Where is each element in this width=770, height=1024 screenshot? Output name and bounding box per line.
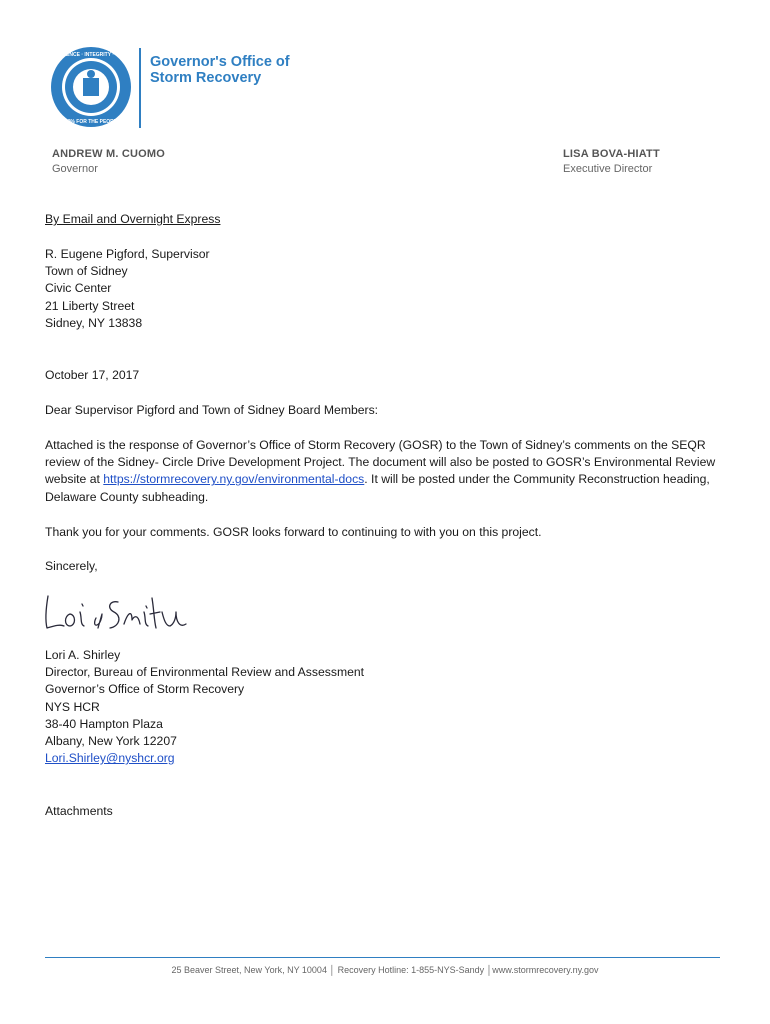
delivery-method: By Email and Overnight Express (45, 212, 221, 226)
handwritten-signature (42, 588, 202, 636)
recipient-line: Sidney, NY 13838 (45, 315, 143, 330)
recipient-line: Town of Sidney (45, 264, 128, 279)
office-name (150, 54, 290, 86)
governor-block (52, 147, 165, 177)
salutation: Dear Supervisor Pigford and Town of Sidney Board Members: (45, 403, 379, 417)
svg-text:RESILIENCE · INTEGRITY · TRUST: RESILIENCE · INTEGRITY · TRUST (50, 52, 132, 58)
recipient-address (45, 246, 210, 332)
signer-block (45, 647, 364, 767)
signer-line: Albany, New York 12207 (45, 734, 177, 749)
signer-line: Lori A. Shirley (45, 648, 121, 662)
governor-title: Governor (52, 163, 98, 175)
signer-line: Director, Bureau of Environmental Review and Assessment (45, 665, 365, 680)
recipient-line: R. Eugene Pigford, Supervisor (45, 247, 210, 261)
recipient-line: 21 Liberty Street (45, 298, 135, 313)
svg-text:100% FOR THE PEOPLE: 100% FOR THE PEOPLE (62, 119, 120, 125)
director-name: LISA BOVA-HIATT (563, 148, 660, 160)
environmental-docs-link[interactable]: https://stormrecovery.ny.gov/environmental-docs (103, 472, 365, 487)
signer-line: NYS HCR (45, 699, 100, 714)
director-block (563, 147, 660, 177)
signer-line: Governor’s Office of Storm Recovery (45, 682, 245, 697)
recipient-line: Civic Center (45, 281, 112, 296)
office-name-line1: Governor's Office of (150, 54, 290, 70)
paragraph-1-text-end: . It will be posted under the Community Reconstruction heading, Delaware County subheading. (45, 472, 710, 504)
attachments-label: Attachments (45, 804, 113, 818)
header-divider (139, 48, 141, 128)
paragraph-1 (45, 437, 725, 506)
director-title: Executive Director (563, 163, 653, 175)
footer-text: 25 Beaver Street, New York, NY 10004 │ Recovery Hotline: 1-855-NYS-Sandy │www.stormrecovery.ny.gov (171, 965, 599, 975)
state-seal-logo (50, 46, 132, 128)
governor-name: ANDREW M. CUOMO (52, 148, 165, 160)
paragraph-2: Thank you for your comments. GOSR looks forward to continuing to with you on this project. (45, 525, 542, 539)
signer-line: 38-40 Hampton Plaza (45, 716, 163, 731)
closing: Sincerely, (45, 559, 98, 573)
office-name-line2: Storm Recovery (150, 70, 262, 86)
footer-divider (45, 957, 720, 958)
letter-date: October 17, 2017 (45, 368, 140, 382)
paragraph-1-text: Attached is the response of Governor’s Office of Storm Recovery (GOSR) to the Town of Sidney’s comments on the SEQR review of the Sidney- Circle Drive Development Project. The document will also be posted to GOSR’s Environmental Review website at (45, 438, 716, 487)
signer-email-link[interactable]: Lori.Shirley@nyshcr.org (45, 751, 175, 766)
